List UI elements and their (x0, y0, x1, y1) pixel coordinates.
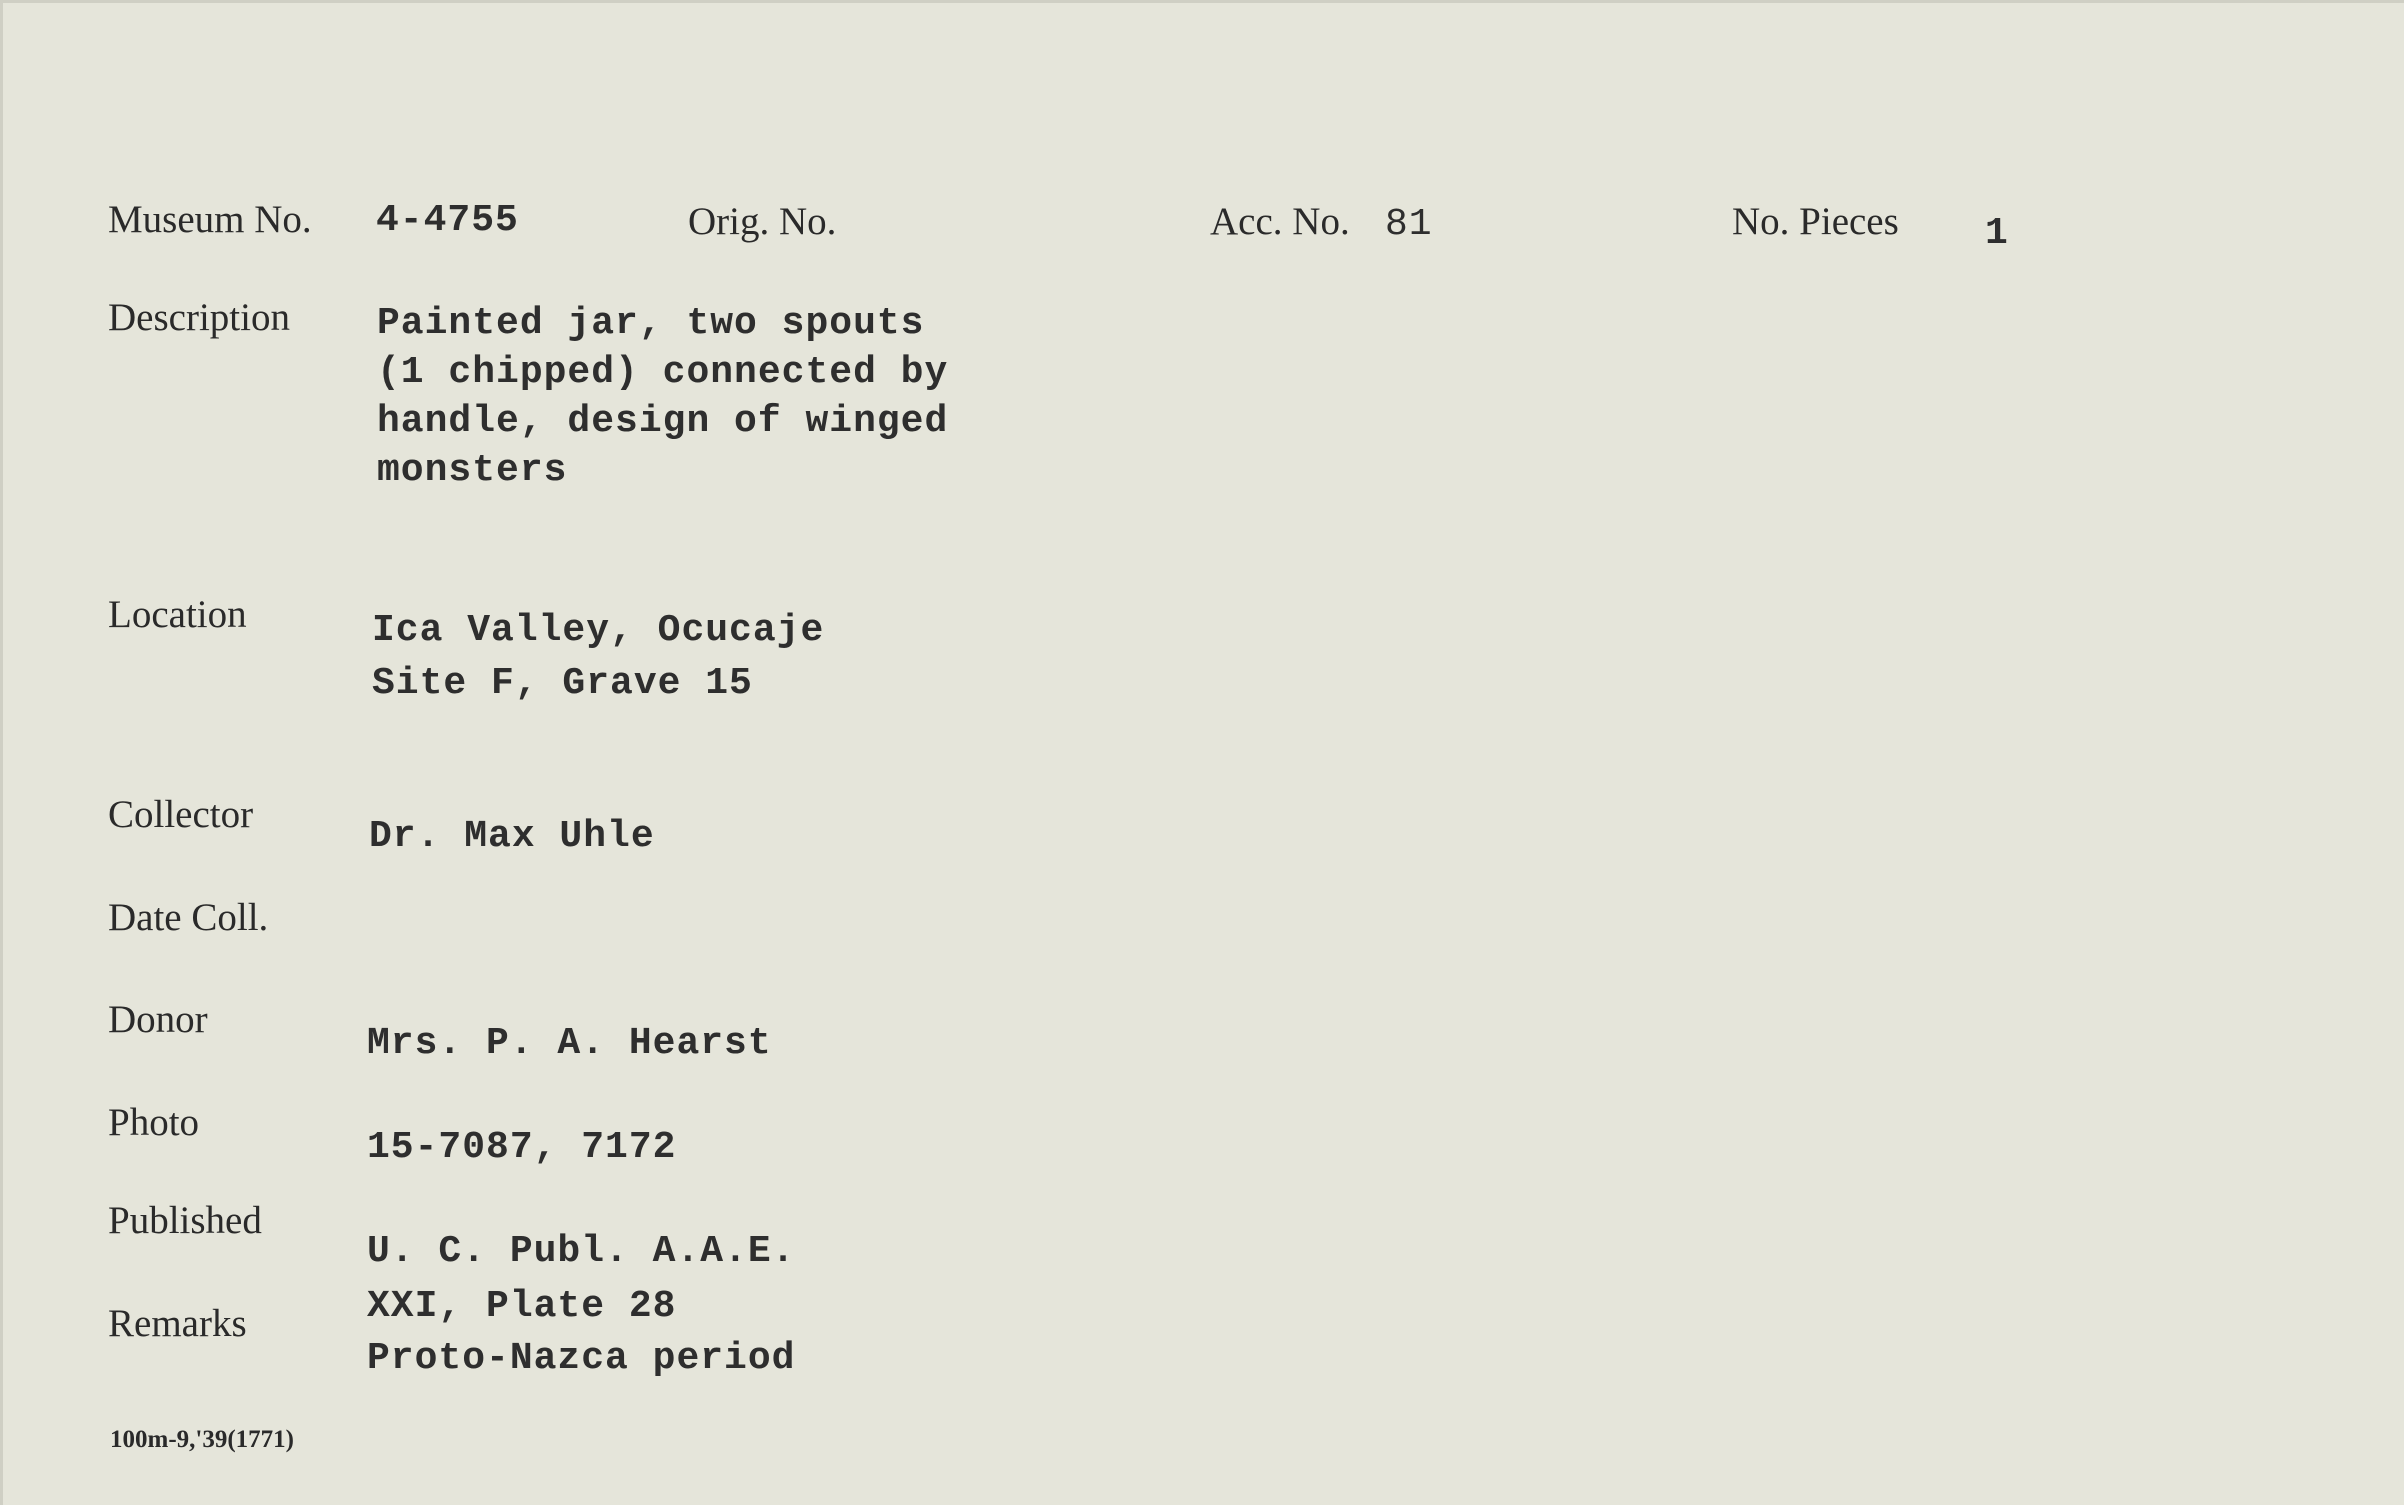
remarks-line: XXI, Plate 28 (367, 1285, 677, 1328)
museum-no-label: Museum No. (108, 198, 312, 241)
photo-value: 15-7087, 7172 (367, 1126, 677, 1169)
location-line: Site F, Grave 15 (372, 662, 753, 705)
remarks-value (367, 1281, 795, 1385)
collector-label: Collector (108, 793, 254, 836)
description-line: monsters (377, 449, 568, 492)
photo-label: Photo (108, 1101, 200, 1144)
donor-value: Mrs. P. A. Hearst (367, 1022, 772, 1065)
description-line: (1 chipped) connected by (377, 351, 949, 394)
museum-no-value: 4-4755 (376, 199, 519, 242)
remarks-line: Proto-Nazca period (367, 1337, 796, 1380)
remarks-label: Remarks (108, 1302, 247, 1345)
description-label: Description (108, 296, 290, 339)
location-label: Location (108, 593, 247, 636)
description-line: handle, design of winged (377, 400, 949, 443)
published-label: Published (108, 1199, 262, 1242)
description-value (377, 299, 948, 495)
description-line: Painted jar, two spouts (377, 302, 925, 345)
date-coll-label: Date Coll. (108, 896, 269, 939)
print-code: 100m-9,'39(1771) (110, 1426, 294, 1453)
location-value (372, 604, 824, 710)
collector-value: Dr. Max Uhle (369, 815, 655, 858)
published-value: U. C. Publ. A.A.E. (367, 1230, 796, 1273)
orig-no-label: Orig. No. (688, 200, 837, 243)
no-pieces-value: 1 (1985, 212, 2009, 255)
acc-no-label: Acc. No. (1210, 200, 1350, 243)
acc-no-value: 81 (1385, 203, 1433, 246)
location-line: Ica Valley, Ocucaje (372, 609, 825, 652)
no-pieces-label: No. Pieces (1732, 200, 1899, 243)
donor-label: Donor (108, 998, 208, 1041)
